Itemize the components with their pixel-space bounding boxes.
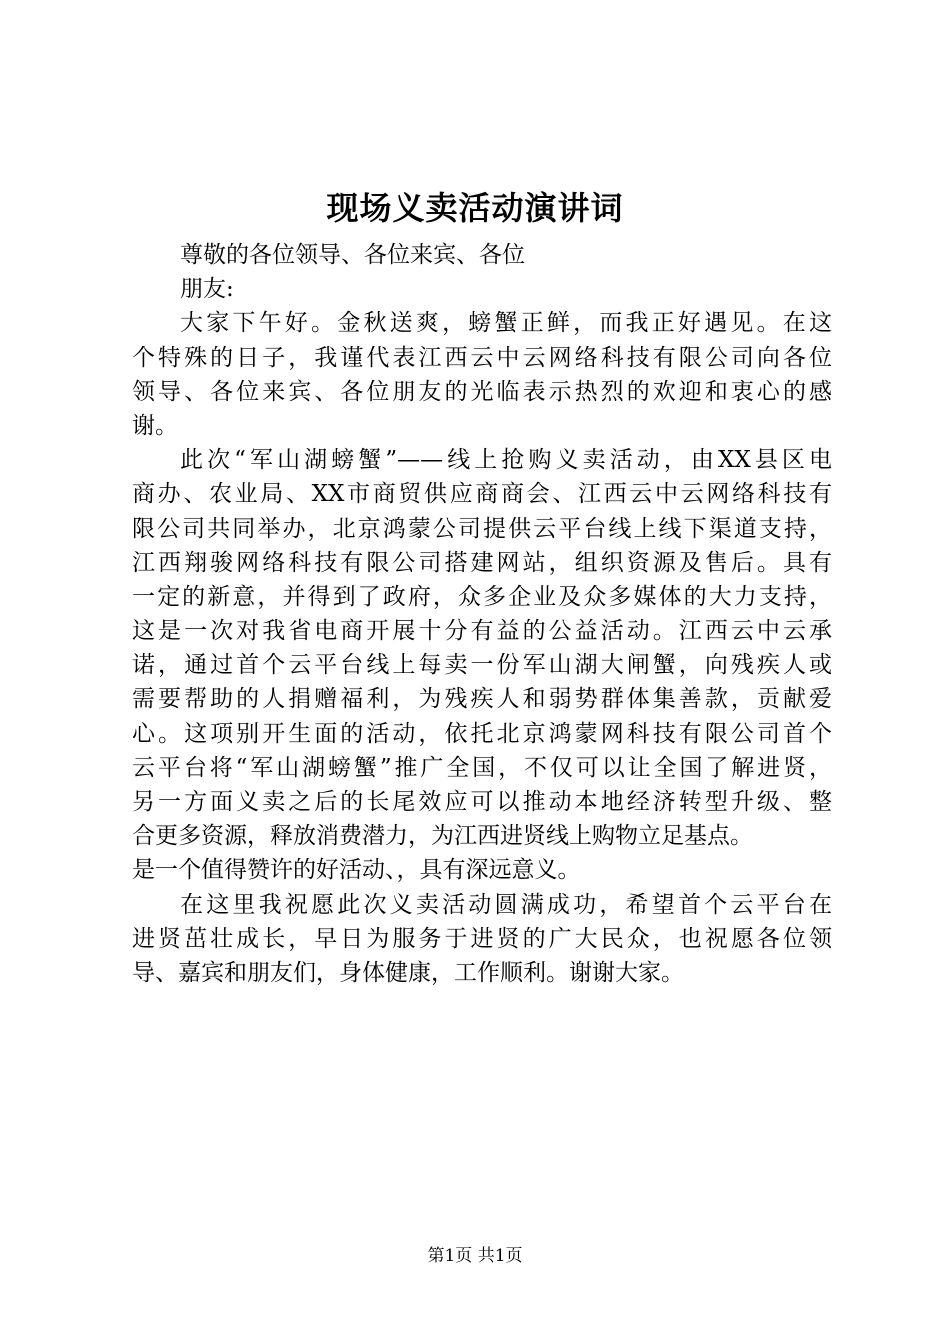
- paragraph-line: 大家下午好。金秋送爽，螃蟹正鲜，而我正好遇见。在这: [180, 310, 832, 337]
- document-title: 现场义卖活动演讲词: [326, 189, 624, 227]
- paragraph-line: 谢。: [132, 412, 178, 439]
- paragraph-line: 导、嘉宾和朋友们，身体健康，工作顺利。谢谢大家。: [132, 959, 684, 986]
- page-number-footer: 第1页 共1页: [427, 1246, 523, 1266]
- paragraph-line: 在这里我祝愿此次义卖活动圆满成功，希望首个云平台在: [180, 891, 832, 918]
- salutation-line: 尊敬的各位领导、各位来宾、各位: [180, 242, 525, 268]
- paragraph-line: 需要帮助的人捐赠福利，为残疾人和弱势群体集善款，贡献爱: [132, 686, 832, 713]
- paragraph-line: 云平台将“军山湖螃蟹”推广全国，不仅可以让全国了解进贤，: [132, 754, 832, 781]
- paragraph-line: 另一方面义卖之后的长尾效应可以推动本地经济转型升级、整: [132, 789, 832, 815]
- paragraph-line: 是一个值得赞许的好活动、，具有深远意义。: [132, 857, 581, 884]
- paragraph-line: 江西翔骏网络科技有限公司搭建网站，组织资源及售后。具有: [132, 549, 832, 576]
- paragraph-line: 个特殊的日子，我谨代表江西云中云网络科技有限公司向各位: [132, 344, 832, 371]
- paragraph-line: 这是一次对我省电商开展十分有益的公益活动。江西云中云承: [132, 618, 832, 645]
- salutation-line: 朋友:: [180, 276, 234, 303]
- paragraph-line: 合更多资源，释放消费潜力，为江西进贤线上购物立足基点。: [132, 823, 753, 850]
- paragraph-line: 进贤茁壮成长，早日为服务于进贤的广大民众，也祝愿各位领: [132, 925, 832, 952]
- paragraph-line: 此次“军山湖螃蟹”——线上抢购义卖活动，由XX县区电: [180, 447, 832, 474]
- paragraph-line: 领导、各位来宾、各位朋友的光临表示热烈的欢迎和衷心的感: [132, 378, 832, 405]
- document-body: [132, 238, 832, 990]
- paragraph-line: 心。这项别开生面的活动，依托北京鸿蒙网科技有限公司首个: [132, 720, 832, 747]
- paragraph-line: 商办、农业局、XX市商贸供应商商会、江西云中云网络科技有: [132, 481, 832, 508]
- paragraph-line: 限公司共同举办，北京鸿蒙公司提供云平台线上线下渠道支持，: [132, 515, 832, 542]
- paragraph-line: 诺，通过首个云平台线上每卖一份军山湖大闸蟹，向残疾人或: [132, 652, 832, 679]
- paragraph-line: 一定的新意，并得到了政府，众多企业及众多媒体的大力支持，: [132, 583, 832, 610]
